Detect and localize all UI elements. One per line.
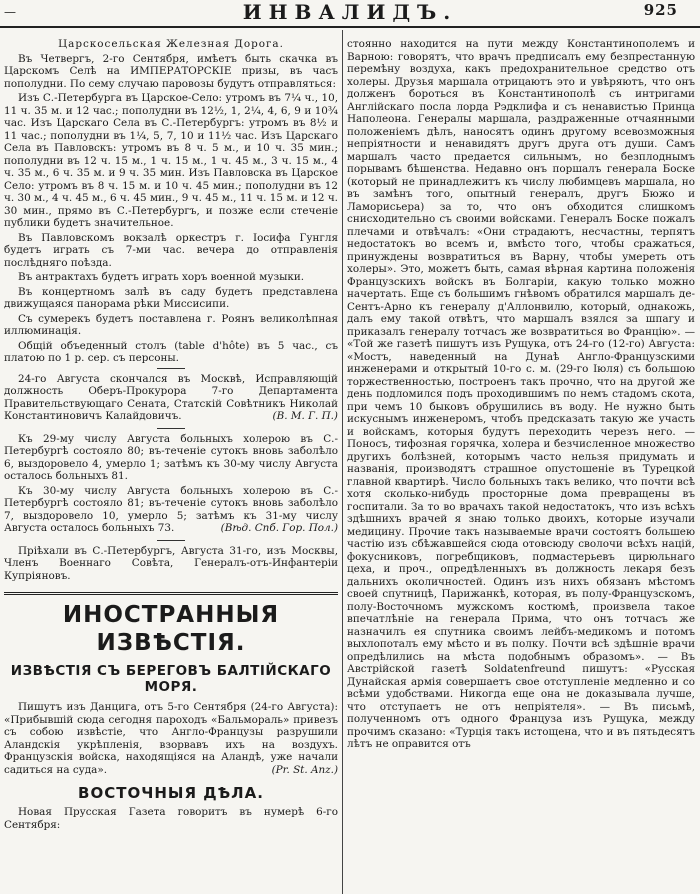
- eastern-affairs-paragraph: Новая Прусская Газета говоритъ въ нумерѣ 6-го Сентября:: [4, 806, 338, 831]
- baltic-news-paragraph: [4, 701, 338, 776]
- eastern-affairs-heading: ВОСТОЧНЫЯ ДѢЛА.: [78, 784, 264, 802]
- railway-paragraph-1: Въ Четвергъ, 2-го Сентября, имѣетъ быть скачка въ Царскомъ Селѣ на ИМПЕРАТОРСКІЕ призы, въ часъ пополудни. По сему случаю паровозы будутъ отправляться:: [4, 52, 338, 90]
- railway-orchestra: Въ Павловскомъ вокзалѣ оркестръ г. Іосифа Гунгля будетъ играть съ 7-ми час. вечера до отправленія послѣдняго поѣзда.: [4, 231, 338, 269]
- baltic-news-heading: ИЗВѢСТІЯ СЪ БЕРЕГОВЪ БАЛТІЙСКАГО МОРЯ.: [10, 663, 332, 695]
- obituary-text: 24-го Августа скончался въ Москвѣ, Исправляющій должность Оберъ-Прокурора 7-го Департамента Правительствующаго Сената, Статскій Совѣтникъ Николай Константиновичъ Калайдовичъ.: [4, 372, 338, 422]
- cholera-report-2: [4, 485, 338, 535]
- railway-illumination: Съ сумерекъ будетъ поставлена г. Роянъ великолѣпная иллюминація.: [4, 312, 338, 337]
- railway-military-band: Въ антрактахъ будетъ играть хоръ военной музыки.: [18, 271, 305, 283]
- header-left-mark: —: [4, 5, 16, 19]
- railway-table-dhote: Общій объеденный столъ (table d'hôte) въ 5 час., съ платою по 1 р. сер. съ персоны.: [4, 339, 338, 364]
- eastern-affairs-continued: стоянно находится на пути между Константинополемъ и Варною: говорятъ, что врачъ предписалъ ему безпрестанную перемѣну воздуха, какъ предохранительное средство отъ холеры. Друзья маршала отрицаютъ это и увѣряютъ, что онъ долженъ бороться въ Константинополѣ съ интригами Англійскаго посла лорда Рэдклифа и съ ненавистью Принца Наполеона. Генералы маршала, раздраженные отчаянными положеніемъ дѣлъ, наносятъ одинъ другому всевозможныя непріятности и ненавидятъ другъ друга отъ души. Самъ маршалъ часто предается сильнымъ, но безплоднымъ порывамъ бѣшенства. Недавно онъ поршалъ генерала Боске (который не принадлежитъ къ числу любимцевъ маршала, но въ замѣнъ того, опытный генералъ, другъ Бюжо и Ламорисьера) за то, что онъ обходится слишкомъ снисходительно съ своими войсками. Генералъ Боске пожалъ плечами и отвѣчалъ: «Они страдаютъ, несчастны, терпятъ недостатокъ во всемъ и, вмѣсто того, чтобы сражаться, принуждены возвратиться въ Варну, чтобы умереть отъ холеры». Это, можетъ быть, самая вѣрная картина положенія Французскихъ войскъ въ Болгаріи, какую только можно начертать. Еще съ большимъ гнѣвомъ обратился маршалъ де-Сентъ-Арно къ генералу д'Аллонвилю, который, однакожь, далъ ему такой отвѣтъ, что маршалъ взялся за шпагу и приказалъ генералу тотчасъ же возвратиться во Францію». — «Той же газетѣ пишутъ изъ Рущука, отъ 24-го (12-го) Августа: «Мостъ, наведенный на Дунаѣ Англо-Французскими инженерами и открытый 10-го с. м. (29-го Іюля) съ большою торжественностью, построенъ такъ прочно, что на другой же день подломился подъ проходившимъ по немъ стадомъ скота, при чемъ 10 быковъ обрушились въ воду. Не нужно быть искуснымъ инженеромъ, чтобъ предсказать такую же участь и войскамъ, которыя будутъ переходить черезъ него. — Поносъ, тифозная горячка, холера и безчисленное множество другихъ болѣзней, которымъ часто нельзя придумать и названія, производятъ страшное опустошеніе въ Турецкой главной квартирѣ. Число больныхъ такъ велико, что почти всѣ хотя сколько-нибудь просторные дома превращены въ госпитали. За то во врачахъ такой недостатокъ, что изъ всѣхъ здѣшнихъ врачей я знаю только двоихъ, которые изучали медицину. Прочие такъ называемые врачи состоятъ большею частію изъ сбѣжавшейся сюда отовсюду сволочи всѣхъ націй, фокусниковъ, погребщиковъ, подмастерьевъ цирюльнаго цеха, и проч., опредѣленныхъ въ должность лекаря безъ дальнихъ околичностей. Одинъ изъ нихъ обязанъ мѣстомъ своей спутницѣ, Парижанкѣ, которая, въ полу-Французскомъ, полу-Восточномъ мужскомъ костюмѣ, произвела такое впечатлѣніе на генерала Прима, что онъ тотчасъ же назначилъ ея спутника своимъ лейбъ-медикомъ и потомъ выхлопоталъ ему мѣсто и въ полку. Почти всѣ здѣшніе врачи опредѣлились на мѣста подобнымъ образомъ». — Въ Австрійской газетѣ Soldatenfreund пишутъ: «Русская Дунайская армія совершаетъ свое отступленіе медленно и со всѣми удобствами. Никогда еще она не доказывала лучше, что отступаетъ не отъ непріятеля». — Въ письмѣ, полученномъ отъ одного Француза изъ Рущука, между прочимъ сказано: «Турція такъ истощена, что и въ пятьдесятъ лѣтъ не оправится отъ: [347, 38, 695, 750]
- obituary-notice: [4, 373, 338, 423]
- separator-rule: [157, 368, 185, 369]
- left-column: [4, 38, 338, 894]
- baltic-news-text: Пишутъ изъ Данцига, отъ 5-го Сентября (24-го Августа): «Прибывшій сюда сегодня пароходъ «Бальмораль» привезъ съ собою извѣстіе, что Англо-Французы разрушили Аландскія укрѣпленія, взорвавъ ихъ на воздухъ. Французскія войска, находящіяся на Аландѣ, уже начали садиться на суда».: [4, 701, 338, 776]
- railway-heading: Царскосельская Железная Дорога.: [58, 38, 284, 50]
- cholera-report-1: Къ 29-му числу Августа больныхъ холерою въ С.-Петербургѣ состояло 80; въ-теченіе сутокъ вновь заболѣло 6, выздоровело 4, умерло 1; затѣмъ къ 30-му числу Августа осталось больныхъ 81.: [4, 432, 338, 482]
- column-divider: [342, 30, 343, 894]
- separator-rule: [157, 428, 185, 429]
- separator-rule: [157, 540, 185, 541]
- page-header: [0, 0, 700, 28]
- obituary-source: (В. М. Г. П.): [272, 410, 338, 422]
- cholera-source: (Вѣд. Спб. Гор. Пол.): [220, 522, 338, 534]
- page-number: 925: [643, 1, 678, 19]
- right-column: [347, 38, 695, 894]
- cholera-report-2-text: Къ 30-му числу Августа больныхъ холерою въ С.-Петербургѣ состояло 81; въ-теченіе сутокъ вновь заболѣло 7, выздоровело 10, умерло 5; затѣмъ къ 31-му числу Августа осталось больныхъ 73.: [4, 484, 338, 534]
- baltic-news-source: (Pr. St. Anz.): [271, 763, 338, 776]
- railway-schedule: Изъ С.-Петербурга въ Царское-Село: утромъ въ 7¼ ч., 10, 11 ч. 35 м. и 12 час.; пополудни въ 12½, 1, 2¼, 4, 6, 9 и 10¾ час. Изъ Царскаго Села въ С.-Петербургъ: утромъ въ 8½ и 11 час.; пополудни въ 1¼, 5, 7, 10 и 11½ час. Изъ Царскаго Села въ Павловскъ: утромъ въ 8 ч. 5 м., и 10 ч. 35 мин.; пополудни въ 12 ч. 15 м., 1 ч. 15 м., 1 ч. 45 м., 3 ч. 15 м., 4 ч. 35 м., 6 ч. 35 м. и 9 ч. 35 мин. Изъ Павловска въ Царское Село: утромъ въ 8 ч. 15 м. и 10 ч. 45 мин.; пополудни въ 12 ч. 30 м., 4 ч. 45 м., 6 ч. 45 мин., 9 ч. 45 м., 11 ч. 15 м. и 12 ч. 30 мин., прямо въ С.-Петербургъ, и позже если стеченіе публики будетъ значительное.: [4, 92, 338, 229]
- foreign-news-heading: ИНОСТРАННЫЯ ИЗВѢСТІЯ.: [4, 592, 338, 657]
- newspaper-title: ИНВАЛИДЪ.: [242, 0, 458, 24]
- railway-panorama: Въ концертномъ залѣ въ саду будетъ представлена движущаяся панорама рѣки Миссисипи.: [4, 285, 338, 310]
- arrival-notice: Пріѣхали въ С.-Петербургъ, Августа 31-го, изъ Москвы, Членъ Военнаго Совѣта, Генералъ-отъ-Инфантеріи Купріяновъ.: [4, 544, 338, 582]
